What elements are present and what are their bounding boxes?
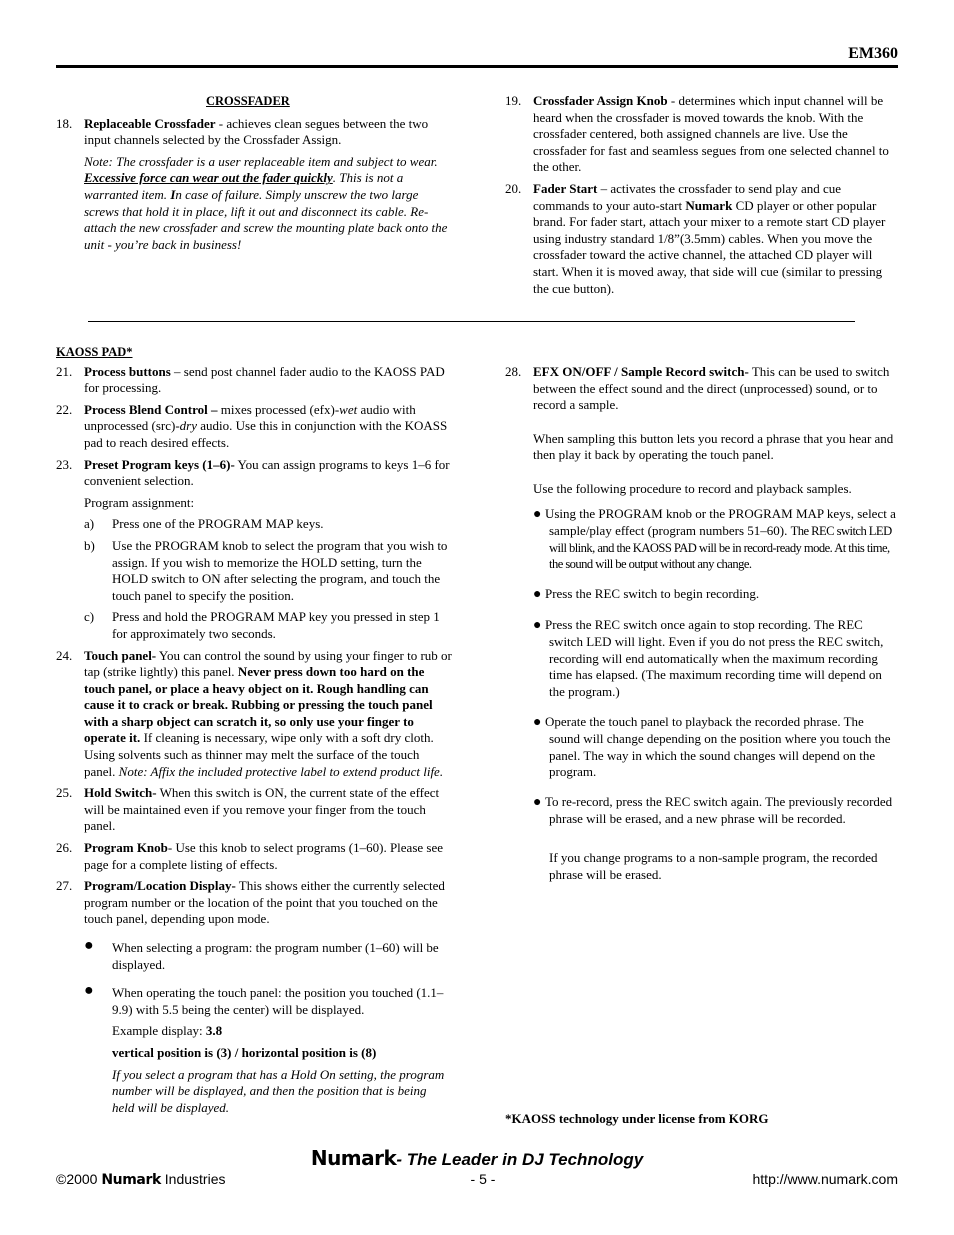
item-title: Program/Location Display- (84, 878, 236, 894)
item-title: Process Blend Control – (84, 401, 218, 417)
bullet-text: Using the PROGRAM knob or the PROGRAM MAP keys, select a sample/play effect (program numbers 51–60). (544, 505, 896, 539)
tagline-text: - The Leader in DJ Technology (396, 1150, 644, 1169)
item-text: - achieves clean segues between the two input channels selected by the Crossfader Assign. (84, 115, 429, 148)
step-letter: b) (84, 537, 95, 553)
step-text: Press one of the PROGRAM MAP keys. (112, 516, 324, 532)
bullet-text: To re-record, press the REC switch again. The previously recorded phrase will be erased, and a new phrase will be recorded. (544, 793, 893, 827)
footer-tagline (0, 1146, 954, 1170)
item-title: Program Knob (84, 840, 168, 856)
item-21 (56, 364, 452, 397)
program-assignment-label: Program assignment: (84, 494, 195, 510)
step-item (56, 538, 452, 604)
bullet-text: Operate the touch panel to playback the recorded phrase. The sound will change depending on the position where you touch the panel. The way in which the sound changes will depend on the program. (544, 713, 891, 780)
bullet-text: When operating the touch panel: the position you touched (1.1–9.9) with 5.5 being the center) will be displayed. (112, 985, 444, 1017)
example-display (56, 1023, 452, 1040)
bullet-icon: ● (533, 794, 545, 810)
item-title: Process buttons (84, 363, 171, 379)
item-title: Hold Switch- (84, 785, 157, 801)
item-28 (505, 364, 897, 414)
website-url: http://www.numark.com (752, 1171, 898, 1187)
note-warning: Excessive force can wear out the fader quickly (84, 170, 333, 186)
item-text: If cleaning is necessary, wipe only with a soft dry cloth. Using solvents such as thinner may melt the surface of the touch panel. (84, 730, 434, 779)
item-title: Crossfader Assign Knob (533, 93, 668, 108)
bullet-text: When selecting a program: the program number (1–60) will be displayed. (112, 940, 439, 972)
item-number: 24. (56, 647, 73, 663)
item-text: This can be used to switch between the effect sound and the direct (unprocessed) sound, or to record a sample. (533, 364, 890, 413)
item-title: Touch panel- (84, 647, 157, 663)
sampling-paragraph: When sampling this button lets you record a phrase that you hear and then play it back by operating the touch panel. (533, 430, 894, 463)
item-number: 26. (56, 840, 73, 856)
bullet-icon: ● (84, 982, 94, 1000)
change-paragraph: If you change programs to a non-sample program, the recorded phrase will be erased. (549, 850, 878, 882)
crossfader-section (56, 93, 452, 258)
example-label: Example display: (112, 1023, 206, 1039)
item-italic: wet (339, 401, 358, 417)
item-text: – activates the crossfader to send play and cue commands to your auto-start (533, 180, 842, 213)
item-number: 22. (56, 401, 73, 417)
position-text: vertical position is (3) / horizontal position is (8) (112, 1044, 377, 1060)
item-title: Fader Start (533, 180, 598, 196)
bullet-icon: ● (533, 586, 545, 602)
hold-note: If you select a program that has a Hold On setting, the program number will be displayed, and then the position that is being held will be displayed. (112, 1066, 445, 1115)
item-text: - determines which input channel will be heard when the crossfader is moved towards the knob. With the crossfader centered, both assigned channels are live. Use the crossfader for fast and seamless segues from one selected channel to the other. (533, 93, 889, 175)
item-number: 28. (505, 364, 522, 379)
crossfader-note (56, 154, 452, 254)
bullet-icon: ● (84, 937, 94, 954)
item-24 (56, 648, 452, 781)
note-text: Note: The crossfader is a user replaceable item and subject to wear. (84, 153, 438, 169)
item-27 (56, 878, 452, 928)
step-item (56, 516, 452, 533)
position-line (56, 1045, 452, 1062)
item-18 (56, 116, 452, 149)
kaoss-section (56, 344, 452, 1121)
item-19 (505, 93, 897, 176)
bullet-item (56, 937, 452, 973)
item-22 (56, 402, 452, 452)
note-initial: I (170, 186, 176, 202)
numark-logo: Numark (310, 1146, 397, 1170)
record-bullet (505, 794, 897, 828)
industries-text: Industries (160, 1171, 226, 1187)
license-note: *KAOSS technology under license from KORG (505, 1111, 769, 1126)
item-23 (56, 457, 452, 490)
item-number: 20. (505, 180, 522, 196)
item-text: This shows either the currently selected program number or the location of the point that you touched on the touch panel, depending upon mode. (84, 878, 445, 927)
item-text: You can assign programs to keys 1–6 for convenient selection. (84, 456, 450, 489)
numark-logo-small: Numark (101, 1172, 161, 1188)
item-26 (56, 840, 452, 873)
item-warning: Never press down too hard on the touch panel, or place a heavy object on it. Rough handling can cause it to crack or break. Rubbing or pressing the touch panel with a sharp object can scratch it, so only use your finger to operate it. (84, 664, 433, 746)
item-italic: dry (179, 418, 197, 434)
note-text: n case of failure. Simply unscrew the two large screws that hold it in place, lift it out and disconnect its cable. Re-attach the new crossfader and screw the mounting plate back onto the unit - you’re back in business! (84, 186, 448, 252)
item-number: 25. (56, 785, 73, 801)
brand-name: Numark (685, 197, 733, 213)
item-number: 27. (56, 878, 73, 894)
record-bullet (505, 617, 897, 701)
bullet-text: The REC switch LED will blink, and the KAOSS PAD will be in record-ready mode. At this time, the sound will be output without any change. (549, 524, 892, 572)
item-text: audio. Use this in conjunction with the KOASS pad to reach desired effects. (84, 418, 448, 450)
record-bullet (505, 506, 897, 573)
item-title: Replaceable Crossfader (84, 115, 216, 131)
item-text: – send post channel fader audio to the KAOSS PAD for processing. (84, 363, 445, 396)
item-title: EFX ON/OFF / Sample Record switch- (533, 364, 749, 379)
procedure-paragraph: Use the following procedure to record and playback samples. (533, 480, 852, 496)
item-text: mixes processed (efx)- (217, 401, 340, 417)
item-25 (56, 785, 452, 835)
item-text: audio with unprocessed (src)- (84, 401, 416, 434)
note-text: . This is not a warranted item. (84, 170, 404, 202)
kaoss-heading: KAOSS PAD* (56, 345, 133, 359)
item-text: You can control the sound by using your finger to rub or tap (strike lightly) this panel. (84, 647, 452, 680)
item-text: CD player or other popular brand. For fader start, attach your mixer to a remote start CD player using industry standard 1/8”(3.5mm) cables. When you move the crossfader toward the active channel, the attached CD player will start. When it is moved away, that side will cue (similar to pressing the cue button). (533, 197, 886, 296)
bullet-icon: ● (533, 714, 545, 730)
step-text: Press and hold the PROGRAM MAP key you pressed in step 1 for approximately two seconds. (112, 609, 440, 641)
item-title: Preset Program keys (1–6)- (84, 456, 235, 472)
record-bullet (505, 586, 897, 604)
bullet-text: Press the REC switch once again to stop recording. The REC switch LED will light. Even if you do not press the REC switch, recording will end automatically when the maximum recording time has elapsed. (The maximum recording time will depend on the program.) (544, 616, 884, 699)
item-number: 23. (56, 456, 73, 472)
crossfader-right (505, 93, 897, 302)
item-number: 19. (505, 93, 522, 108)
kaoss-right (505, 364, 897, 883)
page-number: - 5 - (470, 1171, 496, 1187)
step-letter: a) (84, 516, 95, 532)
item-number: 18. (56, 115, 73, 131)
bullet-icon: ● (533, 506, 545, 522)
bullet-item (56, 982, 452, 1018)
item-text: - Use this knob to select programs (1–60). Please see page for a complete listing of effects. (84, 840, 444, 872)
step-letter: c) (84, 609, 95, 625)
item-text: When this switch is ON, the current state of the effect will be maintained even if you remove your finger from the touch panel. (84, 785, 440, 834)
copyright-text: ©2000 (56, 1171, 102, 1187)
record-bullet (505, 714, 897, 781)
crossfader-heading: CROSSFADER (206, 94, 290, 108)
step-text: Use the PROGRAM knob to select the program that you wish to assign. If you wish to memorize the HOLD setting, turn the HOLD switch to ON after selecting the program, and touch the touch panel to specify the position. (112, 537, 448, 603)
bullet-text: Press the REC switch to begin recording. (544, 585, 760, 601)
bullet-icon: ● (533, 617, 545, 633)
item-20 (505, 181, 897, 297)
item-number: 21. (56, 363, 73, 379)
header-rule (56, 65, 898, 68)
example-value: 3.8 (205, 1023, 223, 1039)
model-name: EM360 (848, 45, 898, 62)
section-divider (88, 321, 855, 322)
item-note: Note: Affix the included protective label to extend product life. (118, 763, 444, 779)
step-item (56, 609, 452, 642)
